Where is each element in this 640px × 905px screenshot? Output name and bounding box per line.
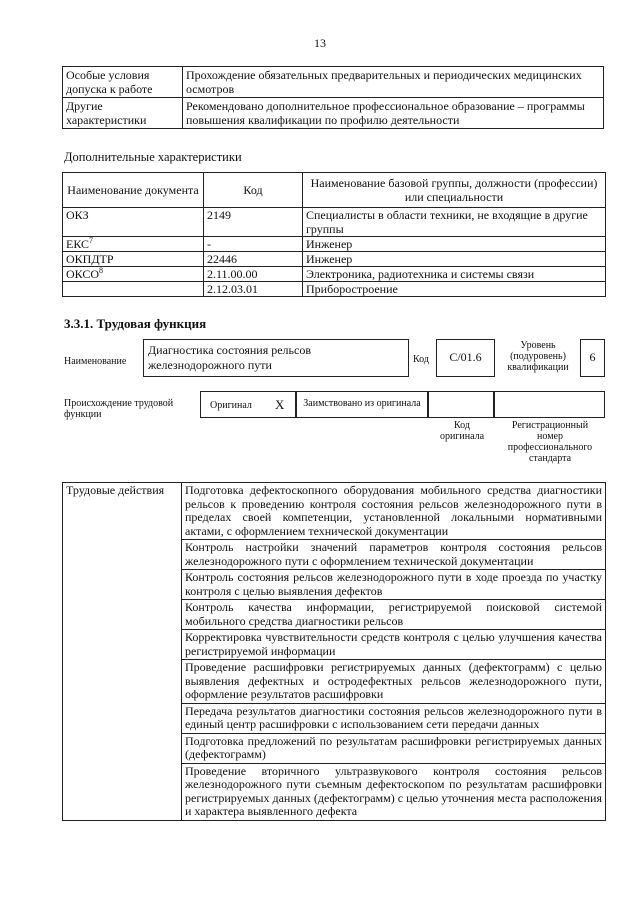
level-box bbox=[580, 339, 605, 377]
doc-cell bbox=[63, 208, 204, 237]
row-value: Прохождение обязательных предварительных и периодических медицинских осмотров bbox=[183, 67, 604, 98]
column-header: Наименование базовой группы, должности (профессии) или специальности bbox=[303, 173, 606, 208]
row-label: Другие характеристики bbox=[63, 98, 183, 129]
code-label: Код bbox=[413, 354, 429, 365]
borrowed-label: Заимствовано из оригинала bbox=[303, 398, 421, 409]
action-item: Корректировка чувствительности средств контроля с целью улучшения качества регистрируемой информации bbox=[182, 630, 606, 660]
function-code: C/01.6 bbox=[449, 350, 482, 364]
footnote-mark: 8 bbox=[99, 266, 104, 275]
doc-name: ОКСО bbox=[66, 267, 100, 281]
table-row bbox=[63, 208, 606, 237]
action-item: Проведение расшифровки регистрируемых данных (дефектограмм) с целью выявления дефектных и остродефектных рельсов железнодорожного пути, оформление результатов расшифровки bbox=[182, 660, 606, 704]
reg-number-box bbox=[494, 391, 605, 418]
footnote-mark: 7 bbox=[89, 236, 94, 245]
doc-cell bbox=[63, 267, 204, 282]
table-row bbox=[63, 237, 606, 252]
doc-name: ОКЗ bbox=[66, 208, 89, 222]
column-header: Наименование документа bbox=[63, 173, 204, 208]
table-row bbox=[63, 282, 606, 297]
page-number: 13 bbox=[314, 36, 326, 50]
requirements-table bbox=[62, 66, 604, 129]
level-label: Уровень (подуровень) квалификации bbox=[507, 340, 569, 373]
table-row bbox=[63, 98, 604, 129]
table-row bbox=[63, 67, 604, 98]
reg-number-label: Регистрационный номер профессионального стандарта bbox=[507, 420, 593, 464]
code-cell: 22446 bbox=[204, 252, 303, 267]
group-cell: Специалисты в области техники, не входящие в другие группы bbox=[303, 208, 606, 237]
action-item: Контроль настройки значений параметров контроля состояния рельсов железнодорожного пути с оформлением технической документации bbox=[182, 540, 606, 570]
doc-name: ОКПДТР bbox=[66, 252, 114, 266]
function-name-box bbox=[143, 339, 409, 377]
function-title: 3.3.1. Трудовая функция bbox=[64, 316, 207, 331]
row-value: Рекомендовано дополнительное профессиональное образование – программы повышения квалификации по профилю деятельности bbox=[183, 98, 604, 129]
name-label: Наименование bbox=[64, 356, 127, 367]
table-header-row bbox=[63, 173, 606, 208]
code-original-label: Код оригинала bbox=[439, 420, 485, 442]
original-label: Оригинал bbox=[210, 400, 252, 411]
code-cell: - bbox=[204, 237, 303, 252]
code-cell: 2.12.03.01 bbox=[204, 282, 303, 297]
level-value: 6 bbox=[589, 350, 596, 364]
action-item: Подготовка предложений по результатам расшифровки регистрируемых данных (дефектограмм) bbox=[182, 733, 606, 763]
action-item: Проведение вторичного ультразвукового контроля состояния рельсов железнодорожного пути съемным дефектоскопом по результатам расшифровки регистрируемых данных (дефектограмм) с целью уточнения места расположения и характера выявленного дефекта bbox=[182, 763, 606, 820]
table-row bbox=[63, 483, 606, 540]
doc-cell bbox=[63, 237, 204, 252]
function-name: Диагностика состояния рельсов железнодорожного пути bbox=[148, 343, 312, 372]
function-code-box bbox=[436, 339, 495, 377]
doc-cell bbox=[63, 252, 204, 267]
actions-label: Трудовые действия bbox=[63, 483, 182, 821]
group-cell: Инженер bbox=[303, 252, 606, 267]
origin-label: Происхождение трудовой функции bbox=[64, 398, 174, 420]
original-box bbox=[200, 391, 296, 418]
code-cell: 2149 bbox=[204, 208, 303, 237]
action-item: Контроль качества информации, регистрируемой поисковой системой мобильного средства диагностики рельсов bbox=[182, 600, 606, 630]
table-row bbox=[63, 252, 606, 267]
group-cell: Электроника, радиотехника и системы связи bbox=[303, 267, 606, 282]
action-item: Контроль состояния рельсов железнодорожного пути в ходе проезда по участку контроля с целью выявления дефектов bbox=[182, 570, 606, 600]
code-original-box bbox=[428, 391, 494, 418]
original-mark: X bbox=[275, 397, 285, 412]
column-header: Код bbox=[204, 173, 303, 208]
group-cell: Инженер bbox=[303, 237, 606, 252]
extra-characteristics-table bbox=[62, 172, 606, 297]
group-cell: Приборостроение bbox=[303, 282, 606, 297]
code-cell: 2.11.00.00 bbox=[204, 267, 303, 282]
doc-cell bbox=[63, 282, 204, 297]
table-row bbox=[63, 267, 606, 282]
doc-name: ЕКС bbox=[66, 237, 90, 251]
borrowed-box bbox=[296, 391, 428, 418]
row-label: Особые условия допуска к работе bbox=[63, 67, 183, 98]
action-item: Подготовка дефектоскопного оборудования мобильного средства диагностики рельсов к проведению контроля состояния рельсов железнодорожного пути в пределах своей компетенции, установленной локальными нормативными актами, с оформлением технической документации bbox=[182, 483, 606, 540]
labor-actions-table bbox=[62, 482, 606, 821]
section-heading: Дополнительные характеристики bbox=[64, 150, 242, 164]
action-item: Передача результатов диагностики состояния рельсов железнодорожного пути в единый центр расшифровки с использованием сети передачи данных bbox=[182, 703, 606, 733]
